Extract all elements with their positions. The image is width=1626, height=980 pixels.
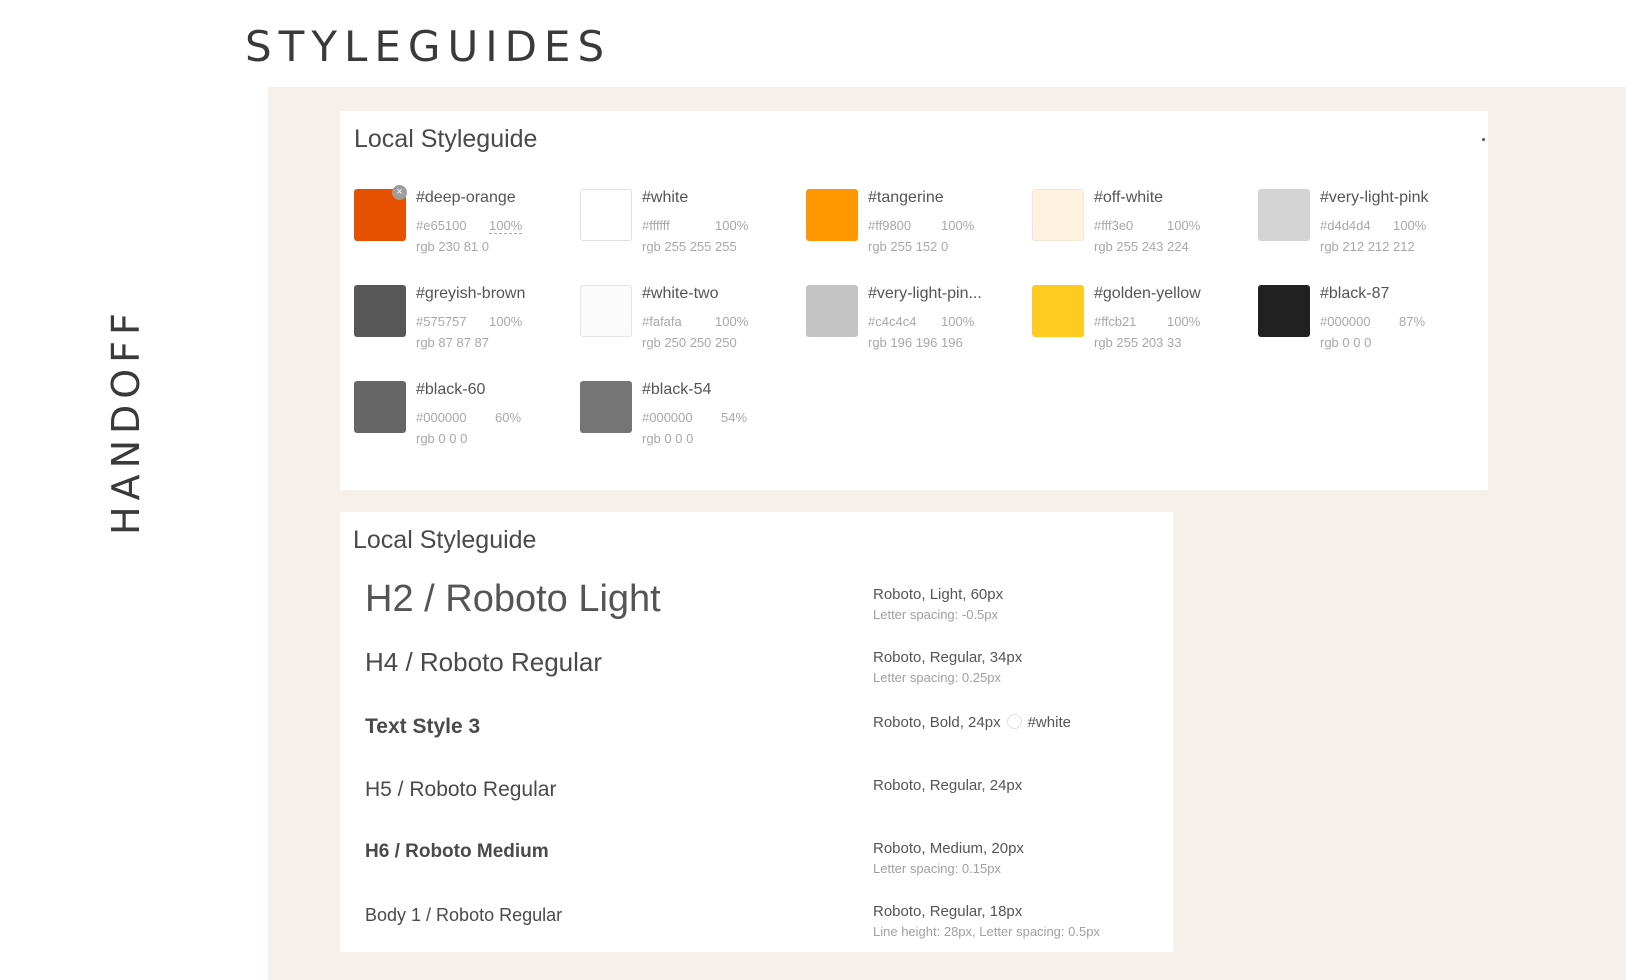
swatch-hex: #ff9800 — [868, 218, 912, 233]
swatch-color[interactable] — [354, 381, 406, 433]
page-title: STYLEGUIDES — [245, 22, 612, 71]
swatch-color[interactable] — [1032, 189, 1084, 241]
swatch-opacity: 100% — [1167, 218, 1201, 233]
type-style-spec: Roboto, Regular, 18px — [873, 903, 1023, 920]
type-style-spec: Roboto, Light, 60px — [873, 586, 1004, 603]
side-section-label: HANDOFF — [104, 307, 148, 535]
swatch-rgb: rgb 250 250 250 — [642, 335, 737, 350]
type-style-sub: Line height: 28px, Letter spacing: 0.5px — [873, 924, 1100, 939]
swatch-rgb: rgb 212 212 212 — [1320, 239, 1415, 254]
swatch-opacity[interactable]: 100% — [489, 218, 523, 233]
swatch-name: #golden-yellow — [1094, 285, 1201, 302]
color-styleguide-card — [340, 111, 1488, 490]
swatch-opacity: 100% — [941, 218, 975, 233]
swatch-opacity: 60% — [495, 410, 522, 425]
type-styleguide-card — [340, 512, 1173, 952]
swatch-rgb: rgb 255 203 33 — [1094, 335, 1182, 350]
swatch-opacity: 100% — [1167, 314, 1201, 329]
type-style-sub: Letter spacing: -0.5px — [873, 607, 999, 622]
swatch-opacity: 54% — [721, 410, 748, 425]
swatch-hex: #000000 — [642, 410, 693, 425]
swatch-color[interactable] — [806, 285, 858, 337]
swatch-color[interactable] — [1258, 285, 1310, 337]
white-color-dot-icon — [1007, 714, 1022, 729]
more-options-icon[interactable] — [1482, 138, 1485, 141]
swatch-color[interactable] — [580, 285, 632, 337]
swatch-hex: #fff3e0 — [1094, 218, 1134, 233]
type-style-sub: Letter spacing: 0.25px — [873, 670, 1001, 685]
type-color-ref[interactable]: #white — [1027, 714, 1071, 731]
swatch-hex: #d4d4d4 — [1320, 218, 1371, 233]
swatch-rgb: rgb 0 0 0 — [1320, 335, 1372, 350]
swatch-hex: #c4c4c4 — [868, 314, 917, 329]
type-style-label[interactable]: H2 / Roboto Light — [365, 578, 661, 620]
type-style-label[interactable]: H5 / Roboto Regular — [365, 778, 557, 801]
swatch-color[interactable] — [1258, 189, 1310, 241]
swatch-opacity: 100% — [1393, 218, 1427, 233]
swatch-hex: #e65100 — [416, 218, 467, 233]
swatch-color[interactable] — [580, 189, 632, 241]
swatch-opacity: 100% — [941, 314, 975, 329]
swatch-rgb: rgb 87 87 87 — [416, 335, 490, 350]
swatch-rgb: rgb 230 81 0 — [416, 239, 490, 254]
swatch-rgb: rgb 0 0 0 — [642, 431, 694, 446]
remove-icon[interactable]: × — [392, 185, 407, 200]
type-style-label[interactable]: H6 / Roboto Medium — [365, 841, 549, 862]
swatch-name: #very-light-pink — [1320, 189, 1429, 206]
type-style-sub: Letter spacing: 0.15px — [873, 861, 1001, 876]
type-style-spec: Roboto, Bold, 24px — [873, 714, 1001, 731]
swatch-opacity: 100% — [489, 314, 523, 329]
swatch-color[interactable] — [354, 285, 406, 337]
swatch-name: #white-two — [642, 285, 719, 302]
swatch-hex: #000000 — [416, 410, 467, 425]
swatch-name: #white — [642, 189, 689, 206]
swatch-name: #black-87 — [1320, 285, 1390, 302]
swatch-opacity: 100% — [715, 218, 749, 233]
swatch-hex: #575757 — [416, 314, 467, 329]
swatch-name: #greyish-brown — [416, 285, 526, 302]
type-style-spec-row — [873, 714, 1071, 732]
swatch-name: #deep-orange — [416, 189, 516, 206]
swatch-hex: #ffcb21 — [1094, 314, 1137, 329]
swatch-hex: #fafafa — [642, 314, 682, 329]
type-card-title: Local Styleguide — [353, 526, 537, 554]
swatch-rgb: rgb 255 152 0 — [868, 239, 949, 254]
swatch-opacity: 100% — [715, 314, 749, 329]
type-style-spec: Roboto, Medium, 20px — [873, 840, 1024, 857]
color-card-title: Local Styleguide — [354, 125, 538, 153]
swatch-rgb: rgb 0 0 0 — [416, 431, 468, 446]
swatch-name: #black-60 — [416, 381, 486, 398]
swatch-color[interactable] — [1032, 285, 1084, 337]
swatch-name: #very-light-pin... — [868, 285, 982, 302]
type-style-label[interactable]: Body 1 / Roboto Regular — [365, 905, 563, 925]
swatch-color[interactable] — [806, 189, 858, 241]
swatch-rgb: rgb 255 243 224 — [1094, 239, 1189, 254]
swatch-color[interactable] — [580, 381, 632, 433]
swatch-name: #tangerine — [868, 189, 944, 206]
swatch-name: #off-white — [1094, 189, 1164, 206]
swatch-hex: #000000 — [1320, 314, 1371, 329]
swatch-rgb: rgb 255 255 255 — [642, 239, 737, 254]
swatch-opacity: 87% — [1399, 314, 1426, 329]
type-style-spec: Roboto, Regular, 34px — [873, 649, 1023, 666]
swatch-name: #black-54 — [642, 381, 712, 398]
type-style-spec: Roboto, Regular, 24px — [873, 777, 1023, 794]
swatch-rgb: rgb 196 196 196 — [868, 335, 963, 350]
type-style-label[interactable]: H4 / Roboto Regular — [365, 647, 603, 677]
swatch-hex: #ffffff — [642, 218, 670, 233]
type-style-label[interactable]: Text Style 3 — [365, 715, 481, 738]
